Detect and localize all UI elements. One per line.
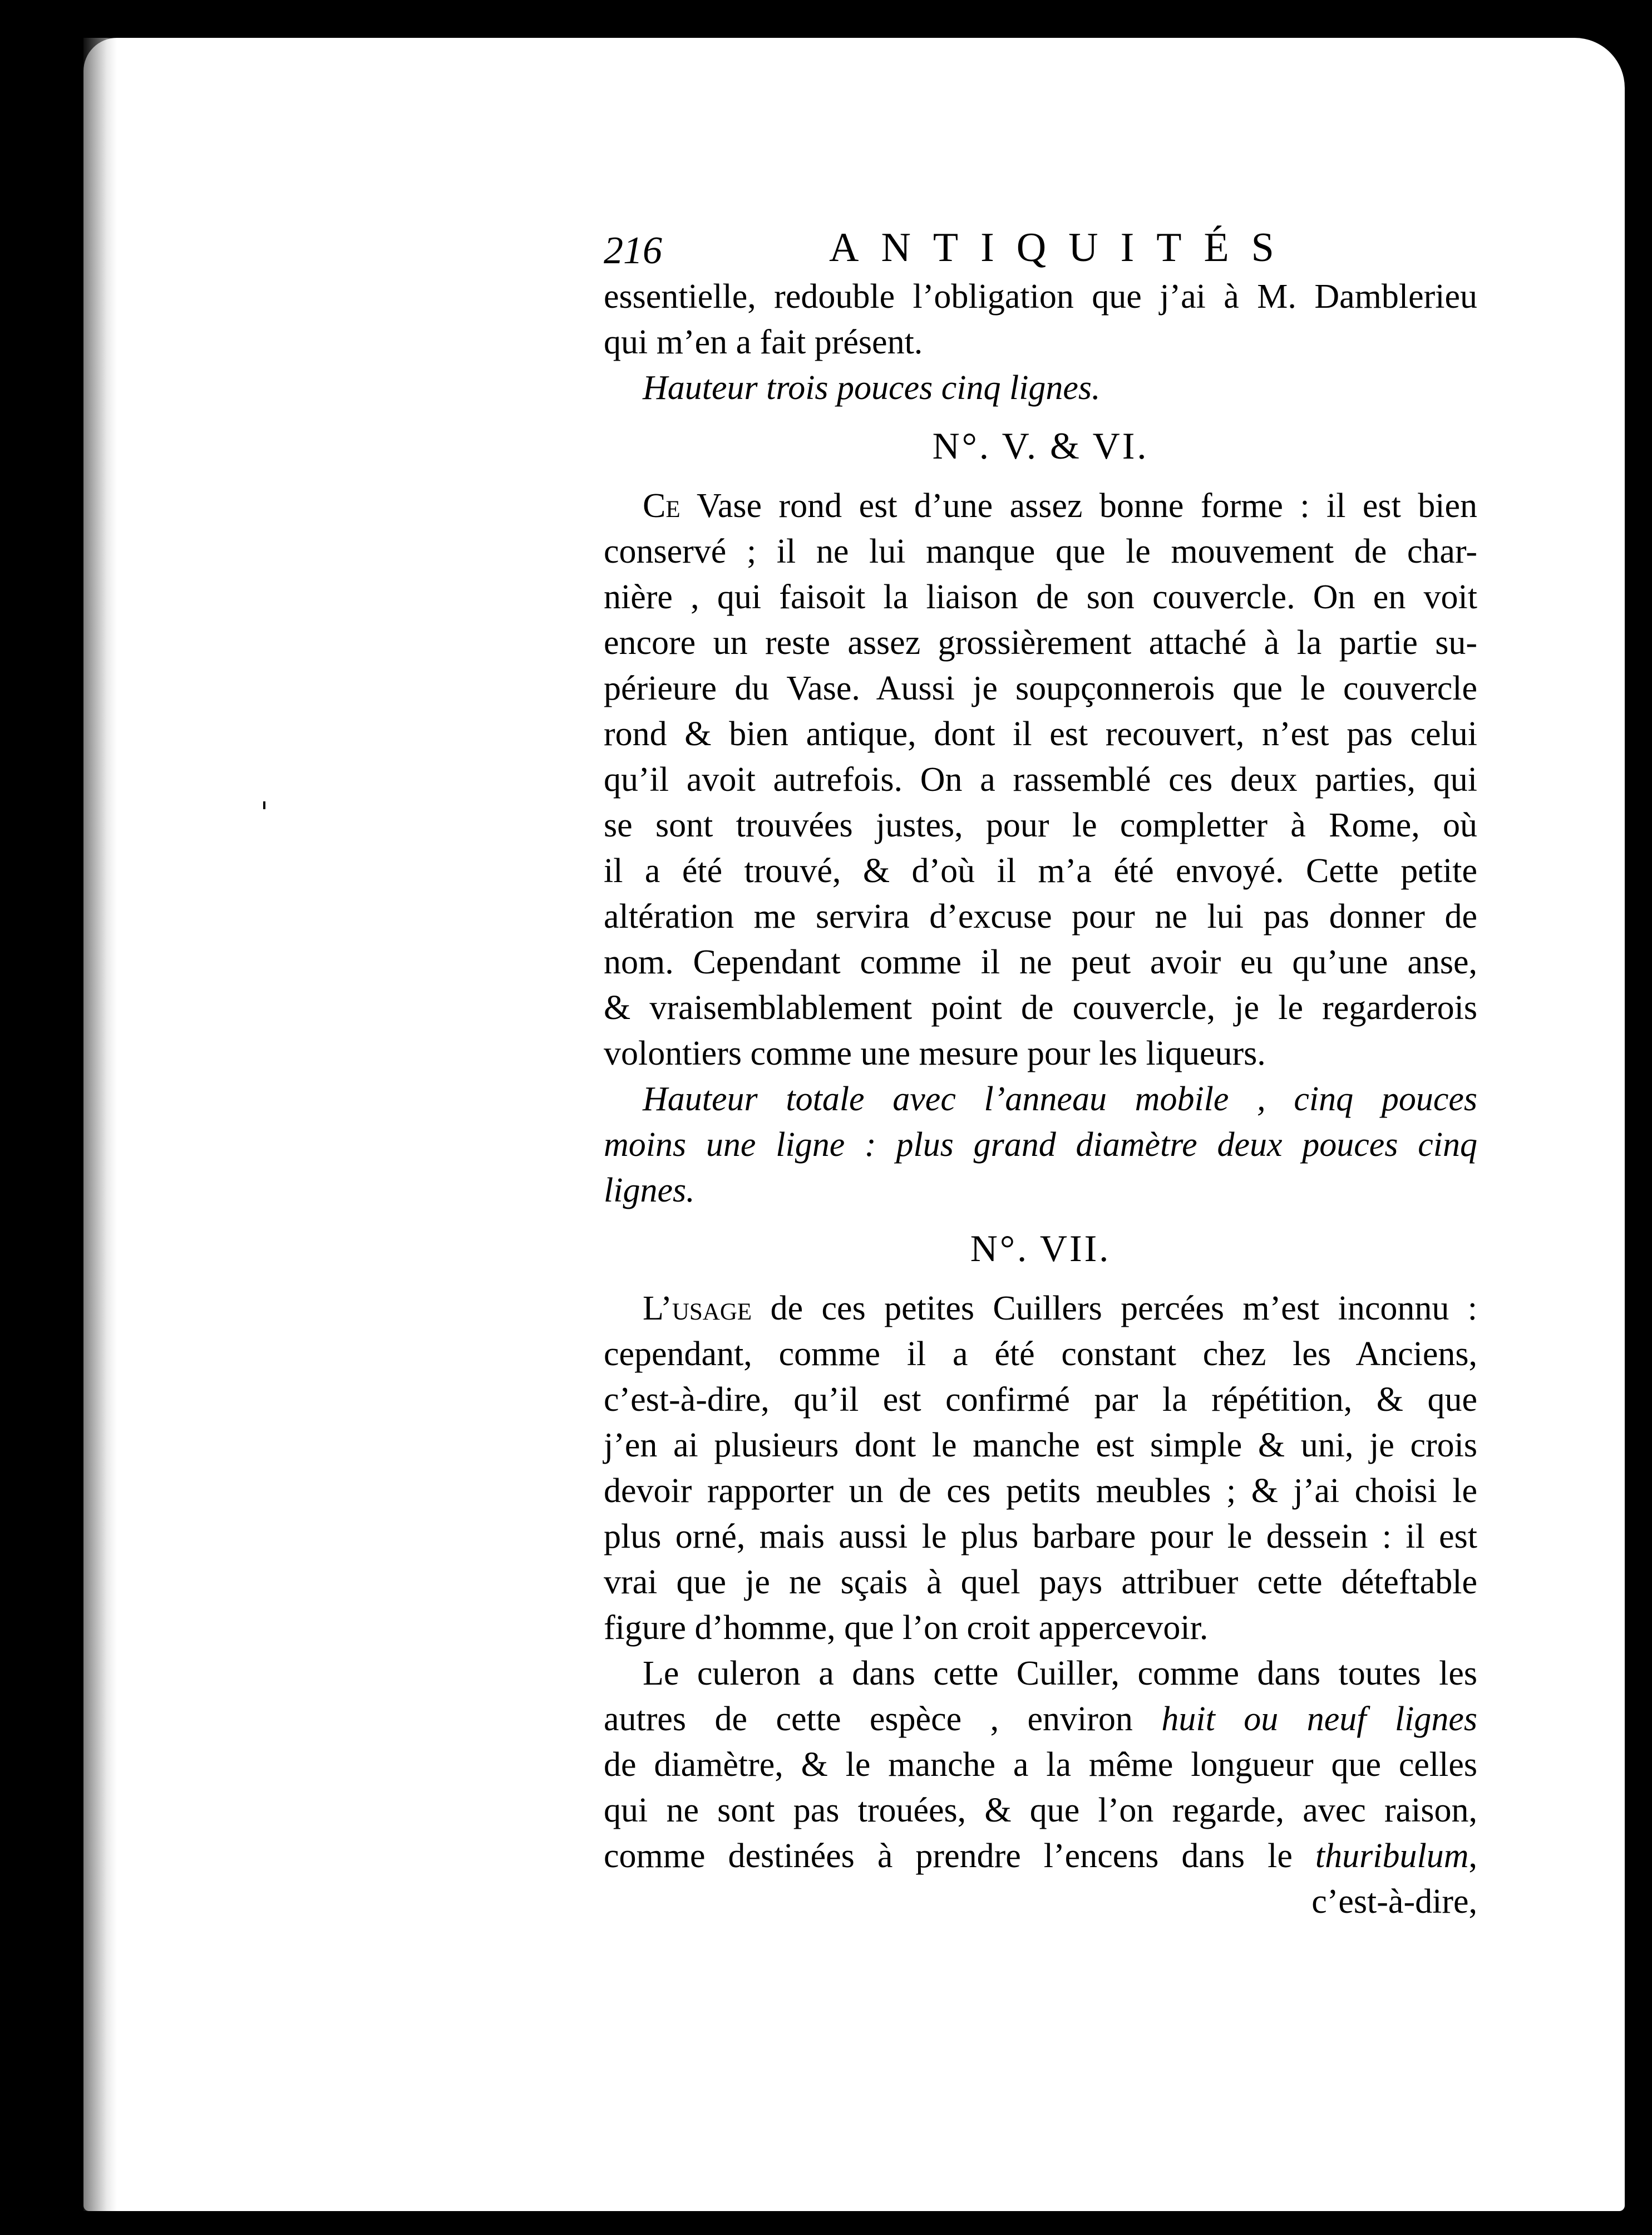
page-number: 216	[604, 229, 662, 272]
paragraph-line	[604, 1833, 1477, 1879]
paragraph-line: rond & bien antique, dont il est recouvert, n’est pas celui	[604, 715, 1477, 753]
paragraph-text: ,	[1468, 1837, 1477, 1875]
running-title: ANTIQUITÉS	[829, 225, 1296, 270]
paragraph-line: se sont trouvées justes, pour le completter à Rome, où	[604, 806, 1477, 844]
section-heading-vii: N°. VII.	[970, 1227, 1111, 1269]
opening-small-caps: usage	[672, 1289, 752, 1327]
paragraph-line: de diamètre, & le manche a la même longueur que celles	[604, 1746, 1477, 1784]
page-edge-shadow	[83, 38, 117, 2211]
paragraph-line: cependant, comme il a été constant chez les Anciens,	[604, 1335, 1477, 1373]
paragraph-line	[604, 483, 1477, 529]
opening-small-caps: Ce	[643, 487, 680, 525]
page-header	[604, 225, 1477, 274]
paragraph-line	[604, 1696, 1477, 1742]
paragraph-line: devoir rapporter un de ces petits meubles ; & j’ai choisi le	[604, 1472, 1477, 1510]
paragraph-line: vrai que je ne sçais à quel pays attribuer cette déteftable	[604, 1563, 1477, 1601]
italic-phrase: huit ou neuf lignes	[1161, 1700, 1478, 1738]
dimension-line: Hauteur totale avec l’anneau mobile , cinq pouces	[643, 1080, 1477, 1118]
continuation-line-2: qui m’en a fait présent.	[604, 323, 923, 361]
paragraph-line: plus orné, mais aussi le plus barbare pour le dessein : il est	[604, 1518, 1477, 1555]
paragraph-text: autres de cette espèce , environ	[604, 1700, 1162, 1738]
italic-phrase: thuribulum	[1315, 1837, 1469, 1875]
page-text	[604, 225, 1478, 1924]
opening-letter: L’	[643, 1289, 672, 1327]
paragraph-line: Le culeron a dans cette Cuiller, comme dans toutes les	[643, 1655, 1477, 1692]
paragraph-line: volontiers comme une mesure pour les liqueurs.	[604, 1035, 1266, 1072]
paragraph-line: conservé ; il ne lui manque que le mouvement de char-	[604, 533, 1477, 570]
paragraph-line: il a été trouvé, & d’où il m’a été envoyé. Cette petite	[604, 852, 1477, 890]
paragraph-text: de ces petites Cuillers percées m’est inconnu :	[752, 1289, 1477, 1327]
paragraph-line: figure d’homme, que l’on croit appercevoir.	[604, 1609, 1209, 1647]
paragraph-text: comme destinées à prendre l’encens dans le	[604, 1837, 1315, 1875]
margin-mark	[263, 801, 265, 809]
dimension-line: lignes.	[604, 1171, 695, 1209]
catchword: c’est-à-dire,	[1311, 1883, 1477, 1921]
paragraph-line: encore un reste assez grossièrement attaché à la partie su-	[604, 624, 1477, 662]
paragraph-line	[604, 1286, 1477, 1331]
paragraph-line: c’est-à-dire, qu’il est confirmé par la répétition, & que	[604, 1381, 1477, 1419]
paragraph-line: périeure du Vase. Aussi je soupçonnerois que le couvercle	[604, 669, 1477, 707]
dimension-note-1: Hauteur trois pouces cinq lignes.	[643, 369, 1101, 407]
paragraph-line: & vraisemblablement point de couvercle, je le regarderois	[604, 989, 1477, 1027]
paragraph-line: qui ne sont pas trouées, & que l’on regarde, avec raison,	[604, 1791, 1477, 1829]
paragraph-line: nière , qui faisoit la liaison de son couvercle. On en voit	[604, 578, 1477, 616]
paragraph-line: qu’il avoit autrefois. On a rassemblé ces deux parties, qui	[604, 761, 1477, 799]
paragraph-line: nom. Cependant comme il ne peut avoir eu qu’une anse,	[604, 943, 1477, 981]
dimension-line: moins une ligne : plus grand diamètre deux pouces cinq	[604, 1126, 1477, 1164]
paragraph-line: altération me servira d’excuse pour ne lui pas donner de	[604, 898, 1477, 936]
section-heading-v-vi: N°. V. & VI.	[932, 425, 1149, 467]
paragraph-text: Vase rond est d’une assez bonne forme : il est bien	[680, 487, 1477, 525]
continuation-line-1: essentielle, redouble l’obligation que j’ai à M. Damblerieu	[604, 278, 1477, 316]
paragraph-line: j’en ai plusieurs dont le manche est simple & uni, je crois	[604, 1426, 1477, 1464]
